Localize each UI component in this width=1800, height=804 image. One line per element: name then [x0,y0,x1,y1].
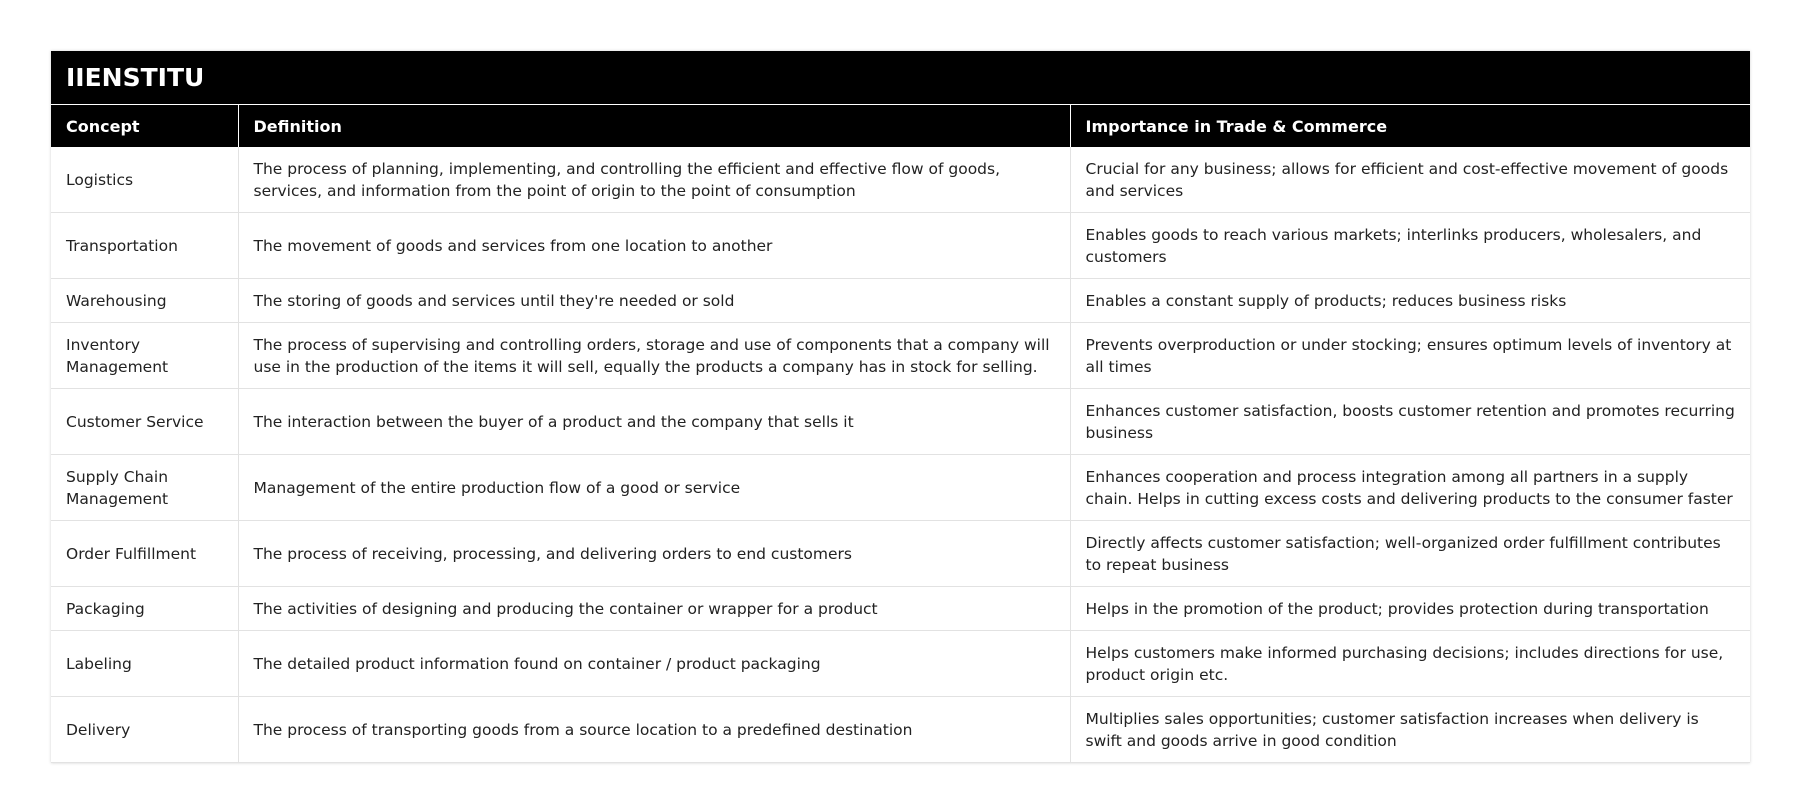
table-row [51,279,1750,323]
importance-cell: Helps in the promotion of the product; provides protection during transportation [1070,587,1750,631]
header-importance: Importance in Trade & Commerce [1070,105,1750,148]
definition-cell: The process of supervising and controlling orders, storage and use of components that a company will use in the production of the items it will sell, equally the products a company has in stock for selling. [238,323,1070,389]
definition-cell: The interaction between the buyer of a product and the company that sells it [238,389,1070,455]
table-row [51,389,1750,455]
table-row [51,521,1750,587]
concept-cell: Order Fulfillment [51,521,238,587]
concept-cell: Supply Chain Management [51,455,238,521]
concept-cell: Inventory Management [51,323,238,389]
importance-cell: Helps customers make informed purchasing decisions; includes directions for use, product origin etc. [1070,631,1750,697]
importance-cell: Multiplies sales opportunities; customer satisfaction increases when delivery is swift and goods arrive in good condition [1070,697,1750,763]
header-concept: Concept [51,105,238,148]
concepts-table-container [51,51,1750,763]
table-header-row [51,105,1750,148]
importance-cell: Directly affects customer satisfaction; well-organized order fulfillment contributes to repeat business [1070,521,1750,587]
importance-cell: Enables a constant supply of products; reduces business risks [1070,279,1750,323]
definition-cell: The process of transporting goods from a source location to a predefined destination [238,697,1070,763]
concept-cell: Packaging [51,587,238,631]
definition-cell: The activities of designing and producing the container or wrapper for a product [238,587,1070,631]
table-row [51,631,1750,697]
importance-cell: Enables goods to reach various markets; interlinks producers, wholesalers, and customers [1070,213,1750,279]
table-title-row [51,51,1750,105]
table-row [51,697,1750,763]
importance-cell: Enhances cooperation and process integration among all partners in a supply chain. Helps in cutting excess costs and delivering products to the consumer faster [1070,455,1750,521]
definition-cell: The process of receiving, processing, and delivering orders to end customers [238,521,1070,587]
table-row [51,147,1750,213]
importance-cell: Prevents overproduction or under stocking; ensures optimum levels of inventory at all times [1070,323,1750,389]
importance-cell: Enhances customer satisfaction, boosts customer retention and promotes recurring business [1070,389,1750,455]
concept-cell: Customer Service [51,389,238,455]
concept-cell: Labeling [51,631,238,697]
concept-cell: Logistics [51,147,238,213]
definition-cell: The movement of goods and services from one location to another [238,213,1070,279]
concept-cell: Transportation [51,213,238,279]
header-definition: Definition [238,105,1070,148]
table-title: IIENSTITU [51,51,1750,105]
concepts-table [51,51,1750,763]
definition-cell: The storing of goods and services until they're needed or sold [238,279,1070,323]
concept-cell: Warehousing [51,279,238,323]
concept-cell: Delivery [51,697,238,763]
table-row [51,455,1750,521]
definition-cell: The detailed product information found on container / product packaging [238,631,1070,697]
definition-cell: The process of planning, implementing, and controlling the efficient and effective flow of goods, services, and information from the point of origin to the point of consumption [238,147,1070,213]
table-row [51,213,1750,279]
table-row [51,587,1750,631]
importance-cell: Crucial for any business; allows for efficient and cost-effective movement of goods and services [1070,147,1750,213]
definition-cell: Management of the entire production flow of a good or service [238,455,1070,521]
table-row [51,323,1750,389]
